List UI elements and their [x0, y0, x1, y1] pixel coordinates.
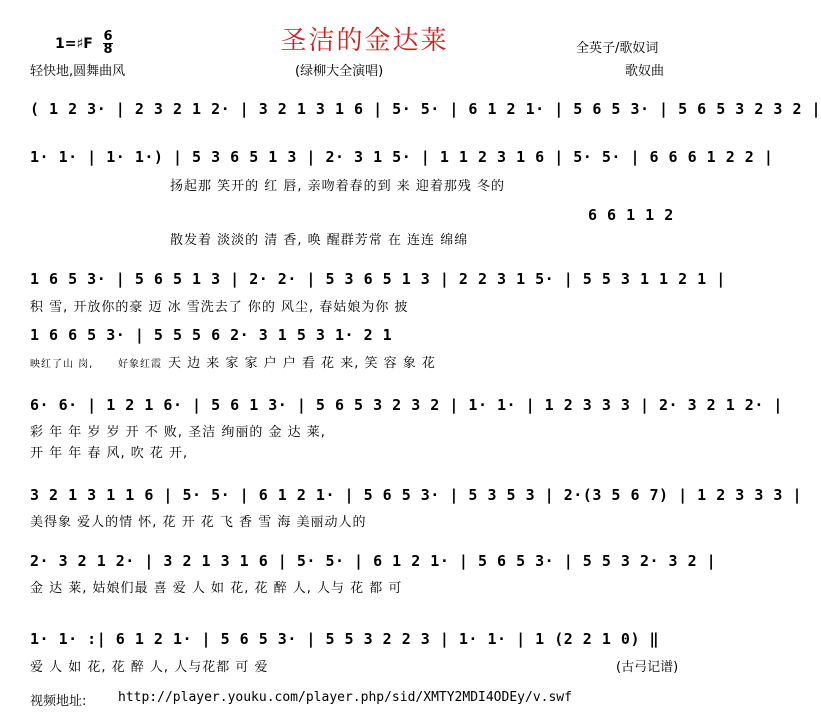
time-signature-top: 6: [103, 29, 113, 44]
composer-credit: 歌奴曲: [625, 64, 665, 79]
lyric-row-7: 爱 人 如 花, 花 醉 人, 人与花都 可 爱: [30, 660, 269, 675]
notation-row-7: 1· 1· :| 6 1 2 1· | 5 6 5 3· | 5 5 3 2 2 3 | 1· 1· | 1 (2 2 1 0) ‖: [30, 630, 660, 648]
performer-note: (绿柳大全演唱): [295, 64, 384, 79]
lyric-row-2-verse-1: 扬起那 笑开的 红 唇, 亲吻着春的到 来 迎着那残 冬的: [170, 179, 506, 194]
lyric-row-5: 美得象 爱人的情 怀, 花 开 花 飞 香 雪 海 美丽动人的: [30, 515, 367, 530]
notation-row-6: 2· 3 2 1 2· | 3 2 1 3 1 6 | 5· 5· | 6 1 2 1· | 5 6 5 3· | 5 5 3 2· 3 2 |: [30, 552, 717, 570]
video-link-url[interactable]: http://player.youku.com/player.php/sid/XMTY2MDI4ODEy/v.swf: [118, 690, 572, 705]
lyric-row-2-verse-2: 散发着 淡淡的 清 香, 唤 醒群芳常 在 连连 绵绵: [170, 233, 469, 248]
notation-row-5: 3 2 1 3 1 1 6 | 5· 5· | 6 1 2 1· | 5 6 5 3· | 5 3 5 3 | 2·(3 5 6 7) | 1 2 3 3 3 |: [30, 486, 802, 504]
lyric-row-6: 金 达 莱, 姑娘们最 喜 爱 人 如 花, 花 醉 人, 人与 花 都 可: [30, 581, 403, 596]
notation-row-2-alt: 6 6 1 1 2: [588, 206, 674, 224]
lyric-row-4-verse-1: 彩 年 年 岁 岁 开 不 败, 圣洁 绚丽的 金 达 莱,: [30, 425, 326, 440]
notation-row-1: ( 1 2 3· | 2 3 2 1 2· | 3 2 1 3 1 6 | 5· 5· | 6 1 2 1· | 5 6 5 3· | 5 6 5 3 2 3 2 |: [30, 100, 821, 118]
song-title: 圣洁的金达莱: [280, 26, 449, 56]
lyric-row-3-alt-a: 映红了山 岗,: [30, 359, 94, 370]
video-link-label: 视频地址:: [30, 694, 87, 709]
notation-row-3-alt: 1 6 6 5 3· | 5 5 5 6 2· 3 1 5 3 1· 2 1: [30, 326, 393, 344]
time-signature-bottom: 8: [103, 42, 113, 57]
notation-row-4: 6· 6· | 1 2 1 6· | 5 6 1 3· | 5 6 5 3 2 3 2 | 1· 1· | 1 2 3 3 3 | 2· 3 2 1 2· |: [30, 396, 783, 414]
lyric-row-3-verse-1: 积 雪, 开放你的豪 迈 冰 雪洗去了 你的 风尘, 春姑娘为你 披: [30, 300, 409, 315]
notation-row-2: 1· 1· | 1· 1·) | 5 3 6 5 1 3 | 2· 3 1 5· | 1 1 2 3 1 6 | 5· 5· | 6 6 6 1 2 2 |: [30, 148, 774, 166]
notation-row-3: 1 6 5 3· | 5 6 5 1 3 | 2· 2· | 5 3 6 5 1 3 | 2 2 3 1 5· | 5 5 3 1 1 2 1 |: [30, 270, 726, 288]
transcriber-note: (古弓记谱): [616, 660, 679, 675]
lyric-row-4-verse-2: 开 年 年 春 风, 吹 花 开,: [30, 446, 189, 461]
time-signature: [103, 31, 113, 56]
lyricist-credit: 全英子/歌奴词: [576, 41, 659, 56]
key-signature: 1=♯F: [55, 36, 93, 52]
lyric-row-3-alt-b: 好象红霞: [118, 359, 162, 370]
lyric-row-3-verse-2: 天 边 来 家 家 户 户 看 花 来, 笑 容 象 花: [168, 356, 436, 371]
tempo-marking: 轻快地,圆舞曲风: [30, 64, 126, 79]
